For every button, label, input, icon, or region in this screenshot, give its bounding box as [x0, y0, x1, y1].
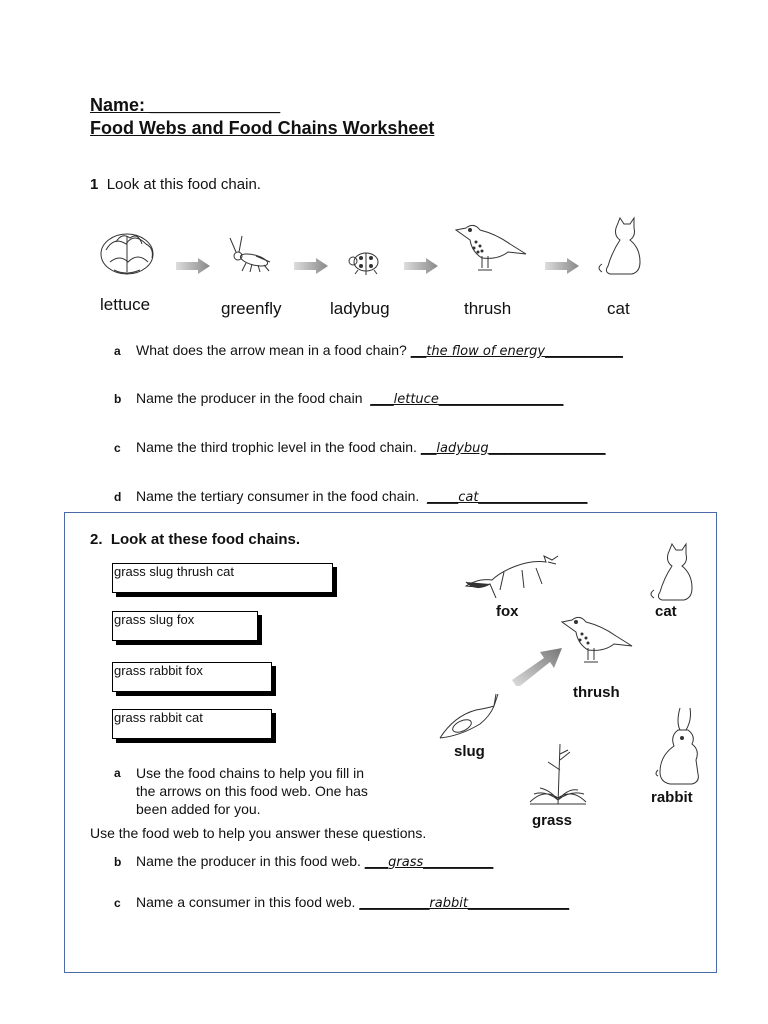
- answer-field[interactable]: ___grass_________: [364, 853, 494, 870]
- name-field-label: Name: _____________: [90, 95, 281, 115]
- section2-instruction: Use the food web to help you answer these questions.: [90, 825, 427, 841]
- question-1d: d Name the tertiary consumer in the food chain. ____cat______________: [114, 488, 588, 505]
- organism-label: cat: [607, 299, 630, 318]
- question-text: Use the food chains to help you fill in the arrows on this food web. One has been added for you.: [136, 765, 368, 817]
- thrush-icon: [558, 610, 634, 674]
- arrow-icon: [404, 258, 438, 274]
- food-chain-box: grass rabbit cat: [112, 709, 272, 739]
- section1-number: 1: [90, 176, 99, 193]
- arrow-icon: [176, 258, 210, 274]
- fox-icon: [462, 548, 562, 598]
- slug-icon: [436, 692, 500, 742]
- organism-label: ladybug: [330, 299, 390, 318]
- arrow-icon: [294, 258, 328, 274]
- answer-field[interactable]: __the flow of energy__________: [410, 342, 623, 359]
- web-label-cat: cat: [655, 603, 677, 620]
- question-2c: c Name a consumer in this food web. _________rabbit_____________: [114, 894, 570, 911]
- answer-field[interactable]: _________rabbit_____________: [359, 894, 570, 911]
- question-1c: c Name the third trophic level in the food chain. __ladybug_______________: [114, 439, 606, 456]
- arrow-icon: [545, 258, 579, 274]
- organism-label: greenfly: [221, 299, 282, 318]
- section2-heading: 2. Look at these food chains.: [90, 531, 301, 548]
- food-web-arrow: [512, 646, 564, 690]
- question-1b: b Name the producer in the food chain ___lettuce________________: [114, 390, 564, 407]
- question-letter: a: [114, 766, 121, 780]
- web-label-fox: fox: [496, 603, 519, 620]
- greenfly-icon: [226, 234, 278, 274]
- thrush-icon: [452, 218, 528, 278]
- grass-icon: [526, 740, 590, 808]
- rabbit-icon: [652, 704, 706, 786]
- organism-label: lettuce: [100, 295, 151, 314]
- lettuce-icon: [96, 220, 162, 280]
- food-chain-box: grass slug fox: [112, 611, 258, 641]
- cat-icon: [594, 214, 644, 278]
- web-label-thrush: thrush: [573, 684, 620, 701]
- question-1a: a What does the arrow mean in a food chain? __the flow of energy__________: [114, 342, 623, 359]
- ladybug-icon: [344, 244, 384, 276]
- web-label-grass: grass: [532, 812, 573, 829]
- answer-field[interactable]: ____cat______________: [427, 488, 588, 505]
- answer-field[interactable]: __ladybug_______________: [420, 439, 606, 456]
- page-title: Food Webs and Food Chains Worksheet: [90, 118, 435, 138]
- section1-heading-text: Look at this food chain.: [106, 176, 261, 193]
- food-chain-box: grass rabbit fox: [112, 662, 272, 692]
- web-label-slug: slug: [454, 743, 485, 760]
- question-2a: [114, 764, 404, 818]
- answer-field[interactable]: ___lettuce________________: [370, 390, 564, 407]
- section1-heading: [90, 176, 261, 193]
- cat-icon: [646, 540, 696, 604]
- organism-label: thrush: [464, 299, 512, 318]
- question-2b: b Name the producer in this food web. ___grass_________: [114, 853, 494, 870]
- web-label-rabbit: rabbit: [651, 789, 693, 806]
- food-chain-box: grass slug thrush cat: [112, 563, 333, 593]
